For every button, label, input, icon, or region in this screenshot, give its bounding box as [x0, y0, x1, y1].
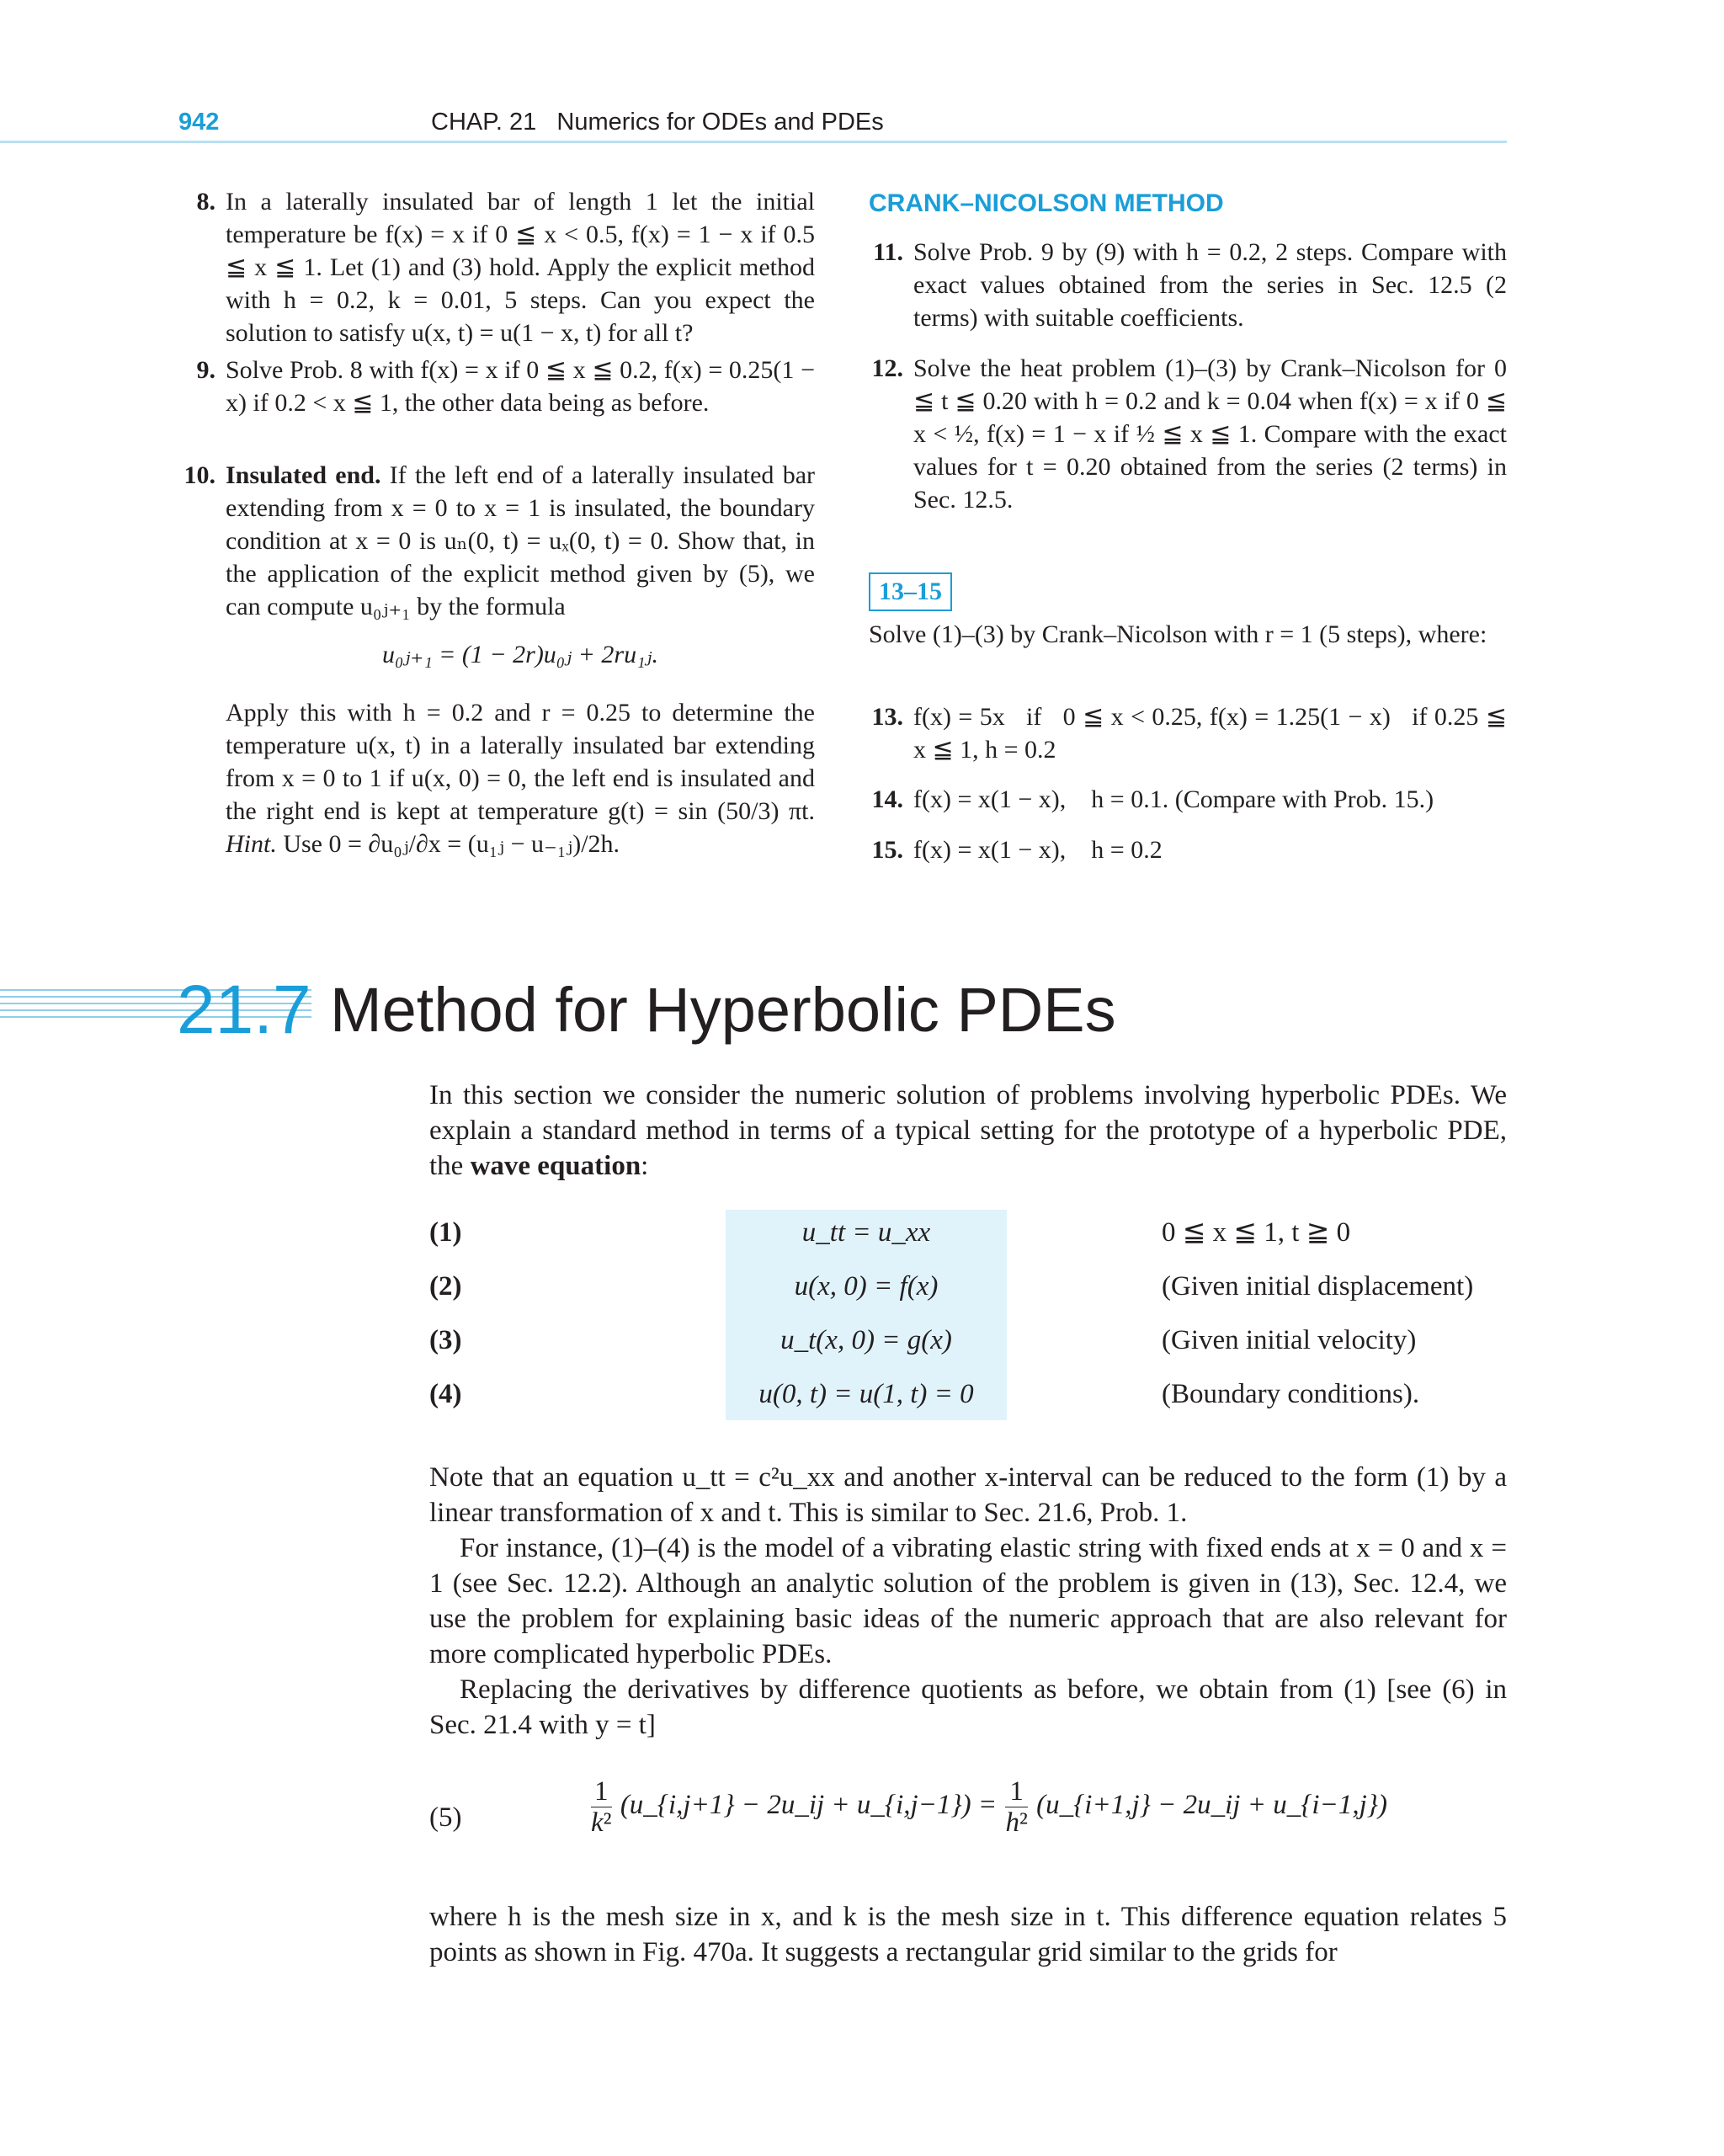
fraction: $\frac{1}{\text{h²}}$ — [1005, 1776, 1028, 1838]
problem-15 — [871, 833, 1507, 866]
problem-number: 11. — [873, 238, 903, 266]
problem-number: 12. — [871, 354, 903, 382]
intro-end: : — [641, 1151, 649, 1181]
problem-14 — [871, 783, 1507, 816]
problem-number: 13. — [871, 703, 903, 731]
problem-title: Insulated end. — [226, 461, 381, 489]
problem-8 — [196, 185, 815, 349]
problem-range-intro: Solve (1)–(3) by Crank–Nicolson with r = 1 (5 steps), where: — [869, 620, 1487, 648]
section-intro — [429, 1078, 1507, 1184]
equation-label: (1) — [429, 1217, 462, 1248]
problem-number: 8. — [196, 188, 216, 216]
problem-text: Solve the heat problem (1)–(3) by Crank–Nicolson for 0 ≦ t ≦ 0.20 with h = 0.2 and k = 0.04 when f(x) = x if 0 ≦ x < ½, f(x) = 1 − x if ½ ≦ x ≦ 1. Compare with the exact values for t = 0.20 obtained from the series (2 terms) in Sec. 12.5. — [913, 354, 1507, 514]
section-title: Method for Hyperbolic PDEs — [330, 975, 1116, 1045]
problem-12 — [871, 352, 1507, 516]
paragraph: where h is the mesh size in x, and k is the mesh size in t. This difference equation relates 5 points as shown in Fig. 470a. It suggests a rectangular grid similar to the grids for — [429, 1902, 1507, 1967]
section-number: 21.7 — [177, 972, 311, 1048]
problem-13 — [871, 700, 1514, 766]
problem-text: In a laterally insulated bar of length 1 let the initial temperature be f(x) = x if 0 ≦ x < 0.5, f(x) = 1 − x if 0.5 ≦ x ≦ 1. Let (1) and (3) hold. Apply the explicit method with h = 0.2, k = 0.01, 5 steps. Can you expect the solution to satisfy u(x, t) = u(1 − x, t) for all t? — [226, 188, 815, 347]
intro-text: In this section we consider the numeric solution of problems involving hyperbolic PDEs. We explain a standard method in terms of a typical setting for the prototype of a hyperbolic PDE, the — [429, 1080, 1507, 1181]
equation: u(0, t) = u(1, t) = 0 — [758, 1379, 974, 1409]
problem-text: f(x) = x(1 − x), h = 0.1. (Compare with Prob. 15.) — [913, 785, 1434, 813]
problem-text: f(x) = 5x if 0 ≦ x < 0.25, f(x) = 1.25(1 − x) if 0.25 ≦ x ≦ 1, h = 0.2 — [913, 703, 1514, 764]
hint-text: Use 0 = ∂u₀ⱼ/∂x = (u₁ⱼ − u₋₁ⱼ)/2h. — [283, 830, 620, 858]
problem-11 — [873, 236, 1507, 334]
body-text — [429, 1460, 1507, 1743]
equation-label: (4) — [429, 1379, 462, 1409]
paragraph: Replacing the derivatives by difference quotients as before, we obtain from (1) [see (6) in Sec. 21.4 with y = t] — [429, 1674, 1507, 1740]
equation: u_tt = u_xx — [801, 1217, 931, 1248]
equation-right: (u_{i+1,j} − 2u_ij + u_{i−1,j}) — [1036, 1790, 1387, 1821]
equation-note: (Given initial displacement) — [1162, 1271, 1474, 1302]
problem-text: Solve Prob. 8 with f(x) = x if 0 ≦ x ≦ 0.2, f(x) = 0.25(1 − x) if 0.2 < x ≦ 1, the other data being as before. — [226, 356, 815, 417]
equation-note: (Given initial velocity) — [1162, 1325, 1417, 1355]
equation-label: (2) — [429, 1271, 462, 1302]
problem-number: 14. — [871, 785, 903, 813]
page-number: 942 — [178, 109, 220, 136]
problem-text: Solve Prob. 9 by (9) with h = 0.2, 2 steps. Compare with exact values obtained from the series in Sec. 12.5 (2 terms) with suitable coefficients. — [913, 238, 1507, 332]
equation-note: 0 ≦ x ≦ 1, t ≧ 0 — [1162, 1217, 1351, 1248]
problem-9 — [196, 354, 815, 419]
hint-label: Hint. — [226, 830, 277, 858]
equation-label: (5) — [429, 1802, 462, 1833]
problem-text: If the left end of a laterally insulated bar extending from x = 0 to x = 1 is insulated, the boundary condition at x = 0 is uₙ(0, t) = uₓ(0, t) = 0. Show that, in the application of the explicit method given by (5), we can compute u₀ⱼ₊₁ by the formula — [226, 461, 815, 620]
equation: u(x, 0) = f(x) — [794, 1271, 939, 1302]
problem-text-continued: Apply this with h = 0.2 and r = 0.25 to determine the temperature u(x, t) in a laterally insulated bar extending from x = 0 to 1 if u(x, 0) = 0, the left end is insulated and the right end is kept at temperature g(t) = sin (50/3) πt. — [226, 699, 815, 825]
equation-note: (Boundary conditions). — [1162, 1379, 1420, 1409]
paragraph: For instance, (1)–(4) is the model of a vibrating elastic string with fixed ends at x = 0 and x = 1 (see Sec. 12.2). Although an analytic solution of the problem is given in (13), Sec. 12.4, we use the problem for explaining basic ideas of the numeric approach that are also relevant for more complicated hyperbolic PDEs. — [429, 1533, 1507, 1669]
problem-number: 10. — [184, 461, 216, 489]
equation-left: (u_{i,j+1} − 2u_ij + u_{i,j−1}) = — [620, 1790, 998, 1821]
problem-range-label: 13–15 — [869, 572, 952, 611]
intro-bold-term: wave equation — [470, 1151, 641, 1181]
header-rule — [0, 141, 1507, 143]
fraction: $\frac{1}{\text{k²}}$ — [591, 1776, 612, 1838]
crank-nicolson-header: CRANK–NICOLSON METHOD — [869, 189, 1224, 217]
problem-number: 15. — [871, 836, 903, 864]
paragraph: Note that an equation u_tt = c²u_xx and another x-interval can be reduced to the form (1) by a linear transformation of x and t. This is similar to Sec. 21.6, Prob. 1. — [429, 1462, 1507, 1528]
problem-10 — [184, 459, 815, 860]
equation: u_t(x, 0) = g(x) — [780, 1325, 952, 1355]
display-formula: u₀ⱼ₊₁ = (1 − 2r)u₀ⱼ + 2ru₁ⱼ. — [382, 641, 658, 668]
problem-text: f(x) = x(1 − x), h = 0.2 — [913, 836, 1163, 864]
equation-label: (3) — [429, 1325, 462, 1355]
problem-number: 9. — [196, 356, 216, 384]
difference-equation — [589, 1776, 1387, 1838]
chapter-title: CHAP. 21 Numerics for ODEs and PDEs — [431, 109, 884, 136]
